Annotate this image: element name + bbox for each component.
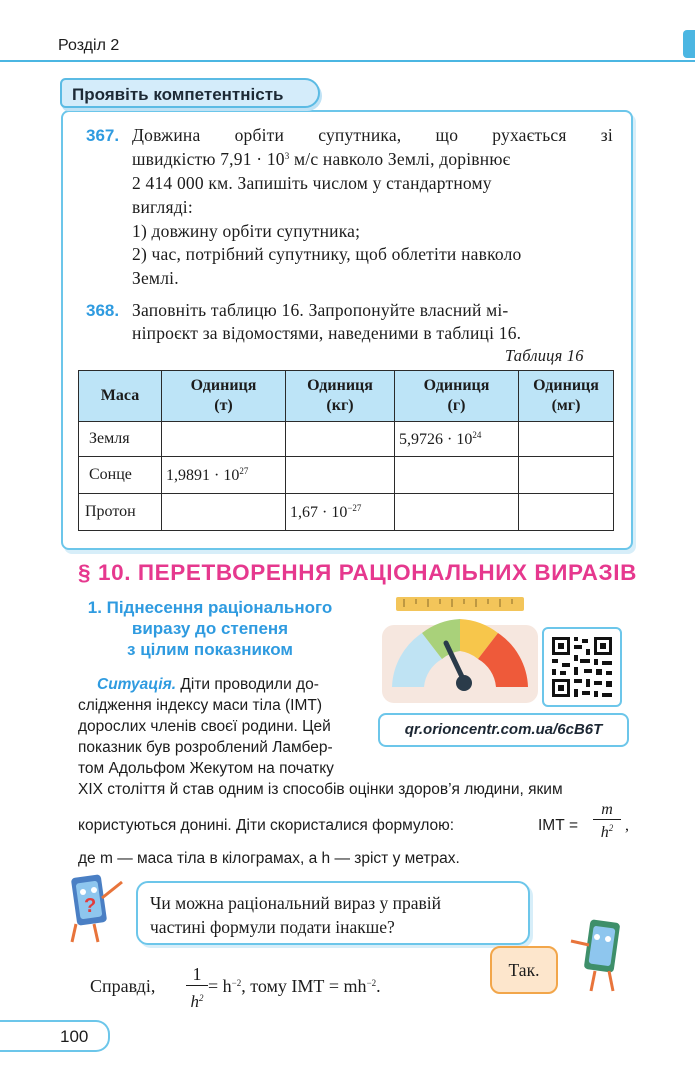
- cell: [519, 422, 614, 457]
- word: супутника,: [318, 125, 402, 145]
- header-cell-kg: [286, 371, 395, 422]
- row-label: Сонце: [79, 457, 162, 494]
- word: Довжина: [132, 125, 201, 145]
- question-line: частині формули подати інакше?: [150, 917, 395, 937]
- conclusion-frac-num: 1: [186, 963, 208, 986]
- situation-line5: том Адольфом Жекутом на початку: [78, 760, 334, 777]
- formula-lhs: ІМТ =: [538, 817, 579, 834]
- text: = h: [208, 976, 232, 996]
- situation-label: Ситуація.: [97, 676, 177, 693]
- conclusion-frac-den: [186, 987, 208, 1013]
- header-unit: (мг): [551, 397, 581, 414]
- table-header-row: [79, 371, 614, 422]
- exponent: 24: [472, 429, 482, 440]
- question-mascot-icon: [64, 868, 134, 948]
- cell: [162, 422, 286, 457]
- table-row: [79, 422, 614, 457]
- question-bubble: [136, 881, 530, 945]
- table-row: [79, 494, 614, 531]
- table-caption: Таблиця 16: [505, 346, 584, 365]
- task-367-line3: 2 414 000 км. Запишіть числом у стандартному: [132, 173, 492, 193]
- text: Діти проводили до-: [176, 676, 319, 693]
- text: , тому ІМТ = mh: [241, 976, 367, 996]
- header-tab: [683, 30, 695, 58]
- page-number: 100: [60, 1027, 89, 1046]
- cell: [519, 494, 614, 531]
- text: швидкістю 7,91 · 10: [132, 149, 285, 169]
- situation-line1: [97, 676, 319, 694]
- task-367-line4: вигляді:: [132, 197, 193, 217]
- table-16: [78, 370, 614, 531]
- task-367-line5: 1) довжину орбіти супутника;: [132, 221, 361, 241]
- formula-comma: ,: [625, 817, 629, 834]
- header-unit: (г): [447, 397, 466, 414]
- task-368-line2: ніпроєкт за відомостями, наведеними в таблиці 16.: [132, 323, 522, 343]
- value: 1,67 · 10: [290, 503, 348, 521]
- conclusion-word: Справді,: [90, 976, 156, 996]
- page-number-frame: [0, 1020, 110, 1052]
- conclusion-expression: [208, 976, 381, 997]
- cell: [286, 494, 395, 531]
- exponent: −2: [231, 978, 242, 988]
- exponent: 3: [284, 151, 290, 161]
- cell: [286, 422, 395, 457]
- subtitle-line: з цілим показником: [127, 640, 293, 659]
- word: орбіти: [234, 125, 285, 145]
- word: зі: [600, 125, 613, 145]
- answer-bubble: Так.: [490, 946, 558, 994]
- section-label: Розділ 2: [58, 37, 120, 54]
- header-cell-mass: [79, 371, 162, 422]
- situation-line7: користуються донині. Діти скористалися формулою:: [78, 817, 455, 834]
- header-text: Одиниця: [423, 377, 490, 394]
- header-text: Одиниця: [533, 377, 599, 394]
- value: 1,9891 · 10: [166, 466, 240, 484]
- task-367-line7: Землі.: [132, 268, 179, 288]
- header-text: Маса: [100, 387, 140, 404]
- task-367-number: 367.: [86, 126, 120, 145]
- answer-mascot-icon: [565, 915, 635, 995]
- cell: [162, 494, 286, 531]
- paragraph-title: § 10. ПЕРЕТВОРЕННЯ РАЦІОНАЛЬНИХ ВИРАЗІВ: [78, 560, 637, 585]
- svg-text:?: ?: [84, 895, 97, 917]
- cell: [395, 494, 519, 531]
- header-cell-t: [162, 371, 286, 422]
- exponent: 2: [199, 993, 204, 1003]
- competence-label: Проявіть компетентність: [60, 78, 320, 108]
- header-text: Одиниця: [307, 377, 373, 394]
- exponent: 27: [239, 465, 249, 476]
- qr-link[interactable]: qr.orioncentr.com.ua/6cB6T: [378, 713, 629, 747]
- text: .: [376, 976, 381, 996]
- situation-line6: ХІХ століття й став одним із способів оцінки здоров’я людини, яким: [78, 781, 563, 798]
- situation-line3: дорослих членів своєї родини. Цей: [78, 718, 331, 735]
- bmi-gauge-icon: [380, 595, 540, 705]
- task-368-number: 368.: [86, 301, 120, 320]
- question-line: Чи можна раціональний вираз у правій: [150, 893, 441, 913]
- text: h: [600, 824, 609, 841]
- table-row: [79, 457, 614, 494]
- word: що: [435, 125, 459, 145]
- situation-line8: де m — маса тіла в кілограмах, а h — зріст у метрах.: [78, 850, 460, 867]
- subtitle-line: виразу до степеня: [131, 619, 289, 638]
- task-367-line6: 2) час, потрібний супутнику, щоб облетіти навколо: [132, 244, 522, 264]
- header-cell-g: [395, 371, 519, 422]
- value: 5,9726 · 10: [399, 430, 473, 448]
- row-label: Протон: [79, 494, 162, 531]
- row-label: Земля: [79, 422, 162, 457]
- header-unit: (т): [214, 397, 233, 414]
- task-367-line1: [132, 125, 613, 146]
- subsection-title: [60, 597, 360, 660]
- formula-numerator: m: [593, 801, 621, 820]
- cell: [519, 457, 614, 494]
- exponent: −2: [366, 978, 377, 988]
- text: м/с навколо Землі, дорівнює: [289, 149, 511, 169]
- cell: [286, 457, 395, 494]
- header-cell-mg: [519, 371, 614, 422]
- header-text: Одиниця: [190, 377, 257, 394]
- header-unit: (кг): [326, 397, 354, 414]
- exponent: 2: [608, 823, 614, 833]
- task-368-line1: Заповніть таблицю 16. Запропонуйте власний мі-: [132, 300, 509, 320]
- word: рухається: [492, 125, 567, 145]
- situation-line2: слідження індексу маси тіла (ІМТ): [78, 697, 323, 714]
- qr-code-icon[interactable]: [542, 627, 622, 707]
- cell: [395, 457, 519, 494]
- subtitle-line: 1. Піднесення раціонального: [87, 598, 333, 617]
- cell: [395, 422, 519, 457]
- text: h: [190, 992, 199, 1011]
- formula-denominator: [593, 823, 621, 842]
- situation-line4: показник був розроблений Ламбер-: [78, 739, 333, 756]
- task-367-line2: [132, 149, 510, 170]
- cell: [162, 457, 286, 494]
- exponent: −27: [347, 502, 362, 513]
